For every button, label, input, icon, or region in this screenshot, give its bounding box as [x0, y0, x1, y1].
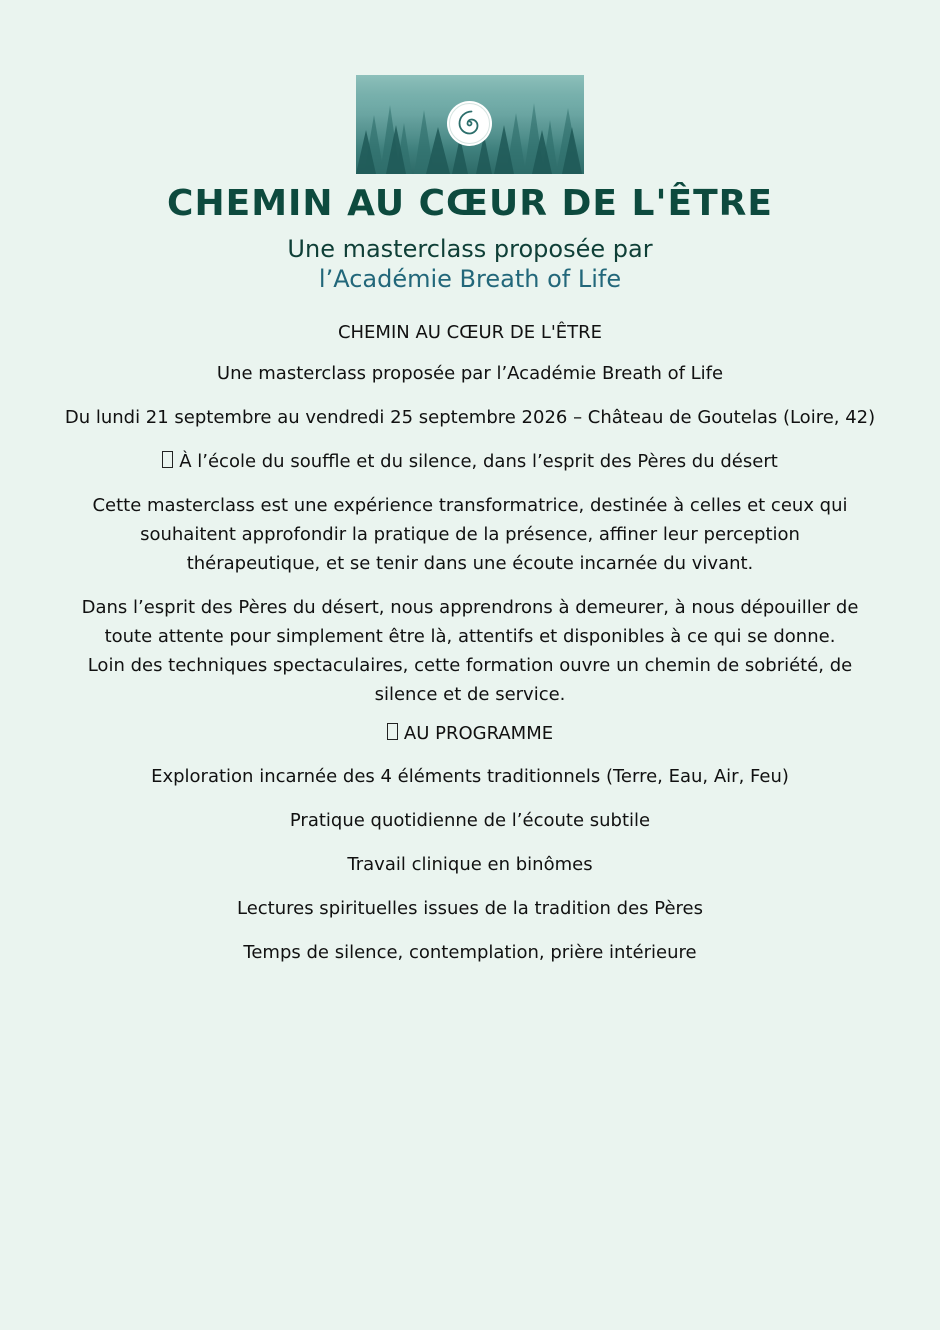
- spiral-logo-icon: [447, 101, 492, 146]
- missing-glyph-icon: [387, 723, 398, 740]
- program-heading-text: AU PROGRAMME: [403, 723, 554, 744]
- program-item: Lectures spirituelles issues de la tradition des Pères: [236, 898, 704, 919]
- school-line: [40, 447, 900, 476]
- program-item: Travail clinique en binômes: [347, 854, 593, 875]
- section-heading: CHEMIN AU CŒUR DE L'ÊTRE: [337, 322, 603, 343]
- intro-text: Une masterclass proposée par l’Académie Breath of Life: [216, 363, 724, 384]
- description-paragraph: Cette masterclass est une expérience transformatrice, destinée à celles et ceux qui souhaitent approfondir la pratique de la présence, affiner leur perception thérapeutique, et se tenir dans une écoute incarnée du vivant.: [92, 495, 848, 574]
- program-item: Exploration incarnée des 4 éléments traditionnels (Terre, Eau, Air, Feu): [151, 766, 789, 787]
- school-line-text: À l’école du souffle et du silence, dans l’esprit des Pères du désert: [179, 451, 778, 472]
- page-title: CHEMIN AU CŒUR DE L'ÊTRE: [167, 183, 773, 224]
- program-heading: [40, 719, 900, 748]
- spirit-paragraph-line1: Dans l’esprit des Pères du désert, nous apprendrons à demeurer, à nous dépouiller de toute attente pour simplement être là, attentifs et disponibles à ce qui se donne.: [81, 597, 859, 647]
- missing-glyph-icon: [162, 451, 173, 468]
- organization-name: l’Académie Breath of Life: [318, 265, 622, 293]
- program-item: Temps de silence, contemplation, prière intérieure: [243, 942, 697, 963]
- dates-text: Du lundi 21 septembre au vendredi 25 septembre 2026 – Château de Goutelas (Loire, 42): [64, 407, 876, 428]
- program-item: Pratique quotidienne de l’écoute subtile: [289, 810, 651, 831]
- spirit-paragraph: [70, 593, 870, 709]
- spirit-paragraph-line2: Loin des techniques spectaculaires, cette formation ouvre un chemin de sobriété, de silence et de service.: [87, 655, 853, 705]
- header-banner-image: [356, 75, 584, 174]
- subtitle: Une masterclass proposée par: [287, 235, 653, 263]
